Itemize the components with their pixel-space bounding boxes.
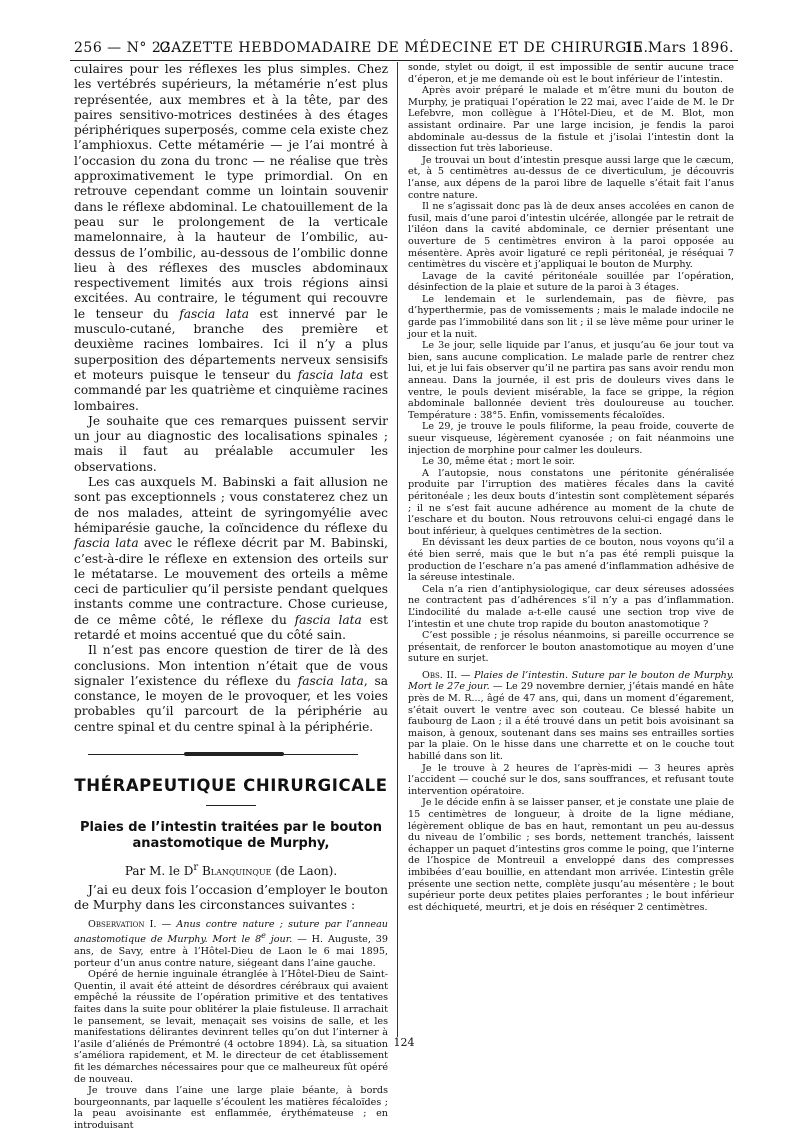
divider <box>206 805 256 806</box>
paragraph: Je le trouve à 2 heures de l’après-midi — 3 heures après l’accident — couché sur le dos, sans souffrances, et refusant toute intervention opératoire. <box>408 762 734 797</box>
paragraph: Après avoir préparé le malade et m’être muni du bouton de Murphy, je pratiquai l’opération le 22 mai, avec l’aide de M. le Dr Lefebvre, mon collègue à l’Hôtel-Dieu, et de M. Blot, mon assistant ordinaire. Par une large incision, je fendis la paroi abdominale au-dessus de la fistule et j’isolai l’intestin dont la dissection fut très laborieuse. <box>408 85 734 155</box>
page-folio: 124 <box>393 1036 415 1049</box>
paragraph: Opéré de hernie inguinale étranglée à l’Hôtel-Dieu de Saint-Quentin, il avait été atteint de désordres cérébraux qui avaient empêché la réussite de l’opération primitive et des tentatives faites dans la suite pour oblitérer la plaie fistuleuse. Il arrachait le pansement, se levait, menaçait ses voisins de salle, et les manifestations délirantes devinrent telles qu’on dut l’interner à l’asile d’aliénés de Prémontré (4 octobre 1894). Là, sa situation s’améliora rapidement, et M. le directeur de cet établissement fit les démarches nécessaires pour que ce malheureux fût opéré de nouveau. <box>74 969 388 1085</box>
newspaper-page <box>70 36 738 1131</box>
paragraph: A l’autopsie, nous constatons une péritonite généralisée produite par l’irruption des matières fécales dans la cavité péritonéale ; les deux bouts d’intestin sont complètement séparés ; il ne s’est fait aucune adhérence au moment de la chute de l’eschare et du bouton. Nous retrouvons celui-ci engagé dans le bout inférieur, à quelques centimètres de la section. <box>408 467 734 537</box>
page-header <box>70 36 738 61</box>
paragraph: En dévissant les deux parties de ce bouton, nous voyons qu’il a été bien serré, mais que le but n’a pas été rempli puisque la production de l’eschare n’a pas amené d’inflammation adhésive de la séreuse intestinale. <box>408 537 734 584</box>
left-column <box>74 62 388 1132</box>
right-column <box>408 62 734 913</box>
paragraph: Le 30, même état ; mort le soir. <box>422 456 575 468</box>
paragraph: Il n’est pas encore question de tirer de là des conclusions. Mon intention n’était que de vous signaler l’existence du réflexe du fascia lata, sa constance, le moyen de le provoquer, et les voies probables qu’il parcourt de la périphérie au centre spinal et du centre spinal à la périphérie. <box>74 643 389 734</box>
article-title: Plaies de l’intestin traitées par le bouton anastomotique de Murphy, <box>80 820 382 852</box>
paragraph: Je souhaite que ces remarques puissent servir un jour au diagnostic des localisations spinales ; mais il faut au préalable accumuler les observations. <box>74 413 388 474</box>
paragraph: Cela n’a rien d’antiphysiologique, car deux séreuses adossées ne contractent pas d’adhérences s’il n’y a pas d’inflammation. L’indocilité du malade a-t-elle causé une section trop vive de l’intestin et une chute trop rapide du bouton anastomotique ? <box>408 583 734 630</box>
two-column-body <box>70 62 738 1131</box>
paragraph: Les cas auxquels M. Babinski a fait allusion ne sont pas exceptionnels ; vous constaterez chez un de nos malades, atteint de syringomyélie avec hémiparésie gauche, la coïncidence du réflexe du fascia lata avec le réflexe décrit par M. Babinski, c’est-à-dire le réflexe en extension des orteils sur le métatarse. Le mouvement des orteils a même ceci de particulier qu’il persiste pendant quelques instants comme une contracture. Chose curieuse, de ce même côté, le réflexe du fascia lata est retardé et moins accentué que du côté sain. <box>74 475 388 642</box>
paragraph: C’est possible ; je résolus néanmoins, si pareille occurrence se présentait, de renforcer le bouton anastomotique au moyen d’une suture en surjet. <box>408 630 734 665</box>
paragraph: Le 29, je trouve le pouls filiforme, la peau froide, couverte de sueur visqueuse, légèrement cyanosée ; on fait néanmoins une injection de morphine pour calmer les douleurs. <box>408 421 734 456</box>
paragraph: Lavage de la cavité péritonéale souillée par l’opération, désinfection de la plaie et suture de la paroi à 3 étages. <box>408 270 734 294</box>
paragraph: Je le décide enfin à se laisser panser, et je constate une plaie de 15 centimètres de longueur, à droite de la ligne médiane, légèrement oblique de bas en haut, remontant un peu au-dessus du niveau de l’ombilic ; ses bords, nettement tranchés, laissent échapper un paquet d’intestins gros comme le poing, que l’interne de l’hospice de Montreuil a enveloppé dans des compresses imbibées d’eau bouillie, en attendant mon arrivée. L’intestin grêle présente une section nette, complète jusqu’au mésentère ; le bout supérieur porte deux petites plaies perforantes ; le bout inférieur est déchiqueté, meurtri, et je dois en réséquer 2 centimètres. <box>408 797 734 913</box>
paragraph: Le lendemain et le surlendemain, pas de fièvre, pas d’hyperthermie, pas de vomissements ; mais le malade indocile ne garde pas l’immobilité dans son lit ; il se lève même pour uriner le jour et la nuit. <box>408 293 734 340</box>
section-title: THÉRAPEUTIQUE CHIRURGICALE <box>74 776 388 796</box>
paragraph: Je trouvai un bout d’intestin presque aussi large que le cæcum, et, à 5 centimètres au-dessus de ce diverticulum, je découvris l’anse, aux dépens de la paroi libre de laquelle s’était fait l’anus contre nature. <box>408 154 734 201</box>
ornamental-rule <box>74 749 388 761</box>
byline: Par M. le $D^r$ Blanquinque (de Laon). <box>124 862 338 879</box>
journal-title: GAZETTE HEBDOMADAIRE DE MÉDECINE ET DE CHIRURGIE. <box>159 40 649 56</box>
paragraph: Je trouve dans l’aine une large plaie béante, à bords bourgeonnants, par laquelle s’écoulent les matières fécaloïdes ; la peau avoisinante est enflammée, érythémateuse ; en introduisant <box>74 1085 388 1131</box>
paragraph: Il ne s’agissait donc pas là de deux anses accolées en canon de fusil, mais d’une paroi d’intestin ulcérée, allongée par le retrait de l’iléon dans la cavité abdominale, ce dernier présentant une ouverture de 5 centimètres environ à la paroi opposée au mésentère. Après avoir ligaturé ce repli péritonéal, je réséquai 7 centimètres du viscère et j’appliquai le bouton de Murphy. <box>408 201 734 271</box>
paragraph: sonde, stylet ou doigt, il est impossible de sentir aucune trace d’éperon, et je me demande où est le bout inférieur de l’intestin. <box>408 62 734 85</box>
paragraph: J’ai eu deux fois l’occasion d’employer le bouton de Murphy dans les circonstances suivantes : <box>74 883 388 913</box>
page-number: 256 — N° 22. <box>74 40 176 56</box>
observation-heading: Obs. II. — Plaies de l’intestin. Suture par le bouton de Murphy. Mort le 27e jour. — Le 29 novembre dernier, j’étais mandé en hâte près de M. R..., âgé de 47 ans, qui, dans un moment d’égarement, s’était ouvert le ventre avec son couteau. Ce blessé habite un faubourg de Laon ; il a été trouvé dans un petit bois avoisinant sa maison, à genoux, soutenant dans ses mains ses entrailles sorties par la plaie. On le hisse dans une charrette et on le couche tout habillé dans son lit. <box>408 669 734 763</box>
issue-date: 15 Mars 1896. <box>624 40 734 56</box>
observation-heading: Observation I. — Anus contre nature ; suture par l’anneau anastomotique de Murphy. Mort le 8e jour. — H. Auguste, 39 ans, de Savy, entre à l’Hôtel-Dieu de Laon le 6 mai 1895, porteur d’un anus contre nature, siégeant dans l’aine gauche. <box>74 918 388 969</box>
paragraph: Le 3e jour, selle liquide par l’anus, et jusqu’au 6e jour tout va bien, sans aucune complication. Le malade parle de rentrer chez lui, et je lui fais observer qu’il ne partira pas sans avoir rendu mon anneau. Dans la journée, il est pris de douleurs vives dans le ventre, le pouls devient misérable, la face se grippe, la région abdominale ballonnée devient très douloureuse au toucher. Température : 38°5. Enfin, vomissements fécaloïdes. <box>408 340 734 421</box>
column-rule <box>397 62 398 1037</box>
paragraph: culaires pour les réflexes les plus simples. Chez les vertébrés supérieurs, la métamérie n’est plus représentée, aux membres et à la tête, par des paires sensitivo-motrices destinées à des étages périphériques superposés, comme cela existe chez l’amphioxus. Cette métamérie — je l’ai montré à l’occasion du zona du tronc — ne réalise que très approximativement le type primordial. On en retrouve cependant comme un lointain souvenir dans le réflexe abdominal. Le chatouillement de la peau sur le prolongement de la verticale mamelonnaire, à la hauteur de l’ombilic, au-dessus de l’ombilic, au-dessous de l’ombilic donne lieu à des réflexes des muscles abdominaux respectivement limités aux trois régions ainsi excitées. Au contraire, le tégument qui recouvre le tenseur du fascia lata est innervé par le musculo-cutané, branche des première et deuxième racines lombaires. Ici il n’y a plus superposition des départements nerveux sensisifs et moteurs puisque le tenseur du fascia lata est commandé par les quatrième et cinquième racines lombaires. <box>74 62 389 413</box>
